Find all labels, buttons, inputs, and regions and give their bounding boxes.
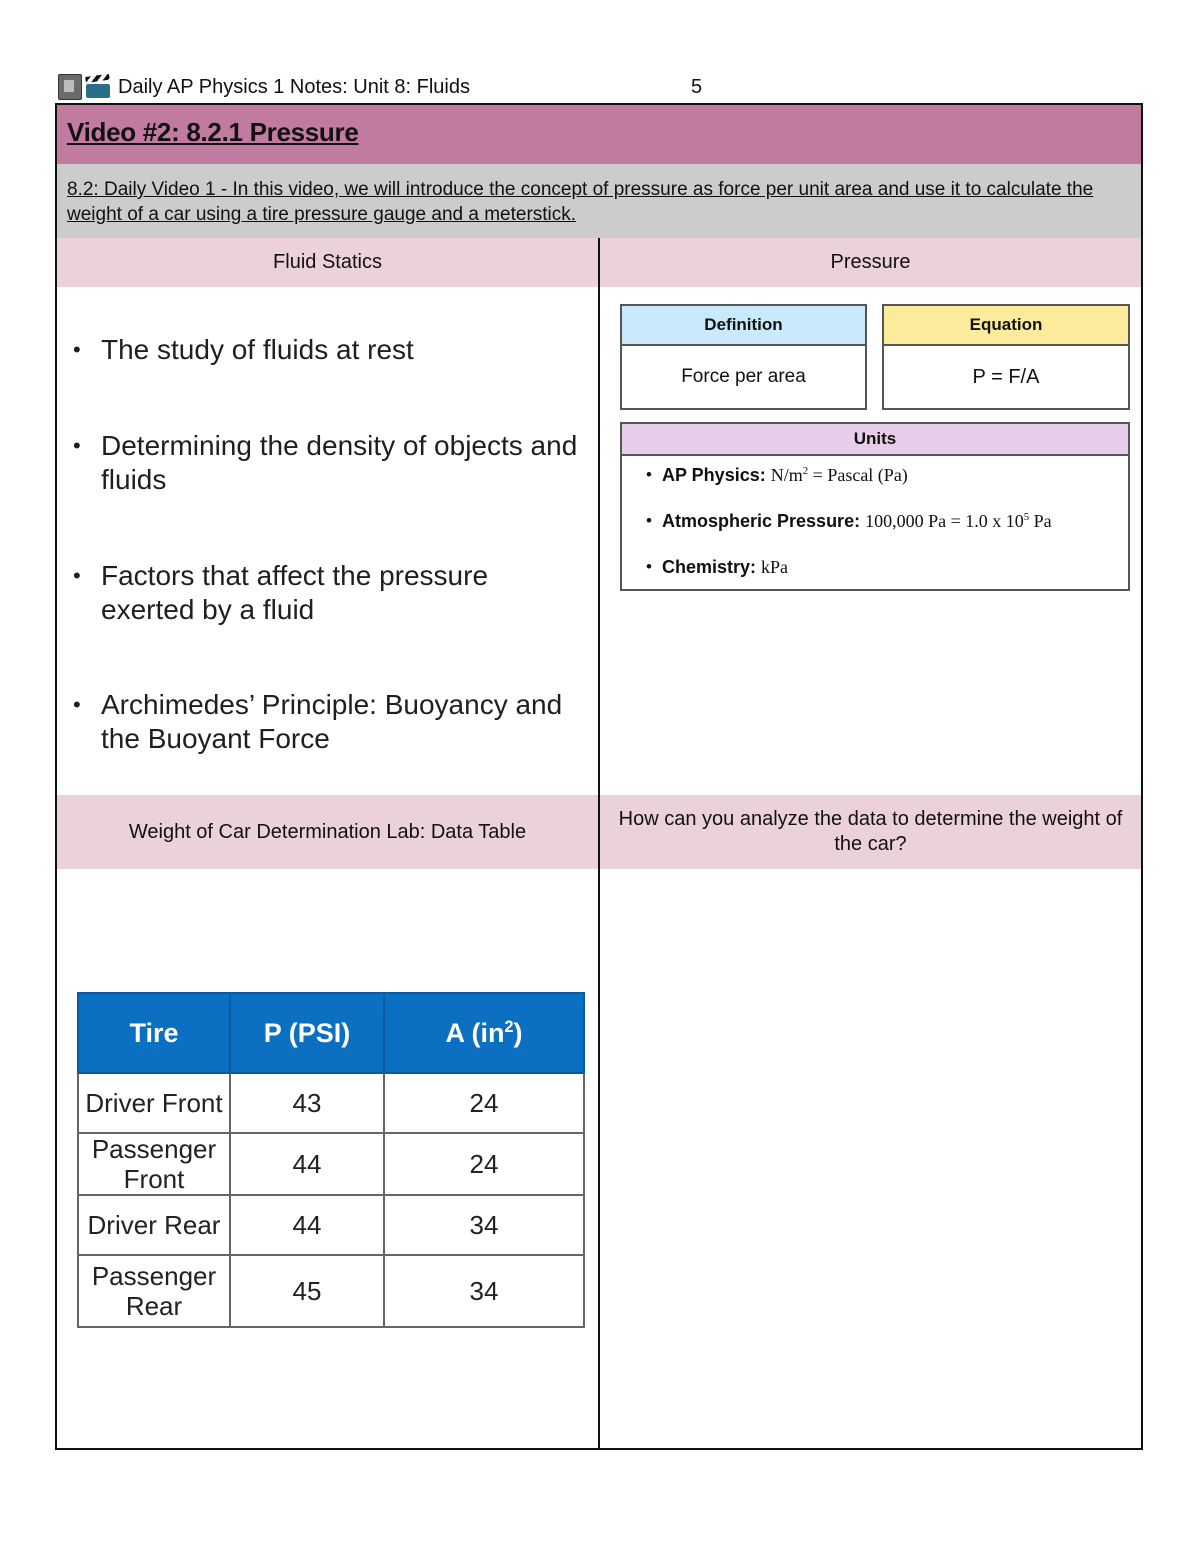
video-title: Video #2: 8.2.1 Pressure [67,117,359,147]
fluid-statics-bullet: • Factors that affect the pressure exerted by a fluid [73,559,588,627]
notes-title: Daily AP Physics 1 Notes: Unit 8: Fluids [118,75,470,98]
units-item [646,462,1116,508]
lab-data-table [77,992,585,1328]
fluid-statics-bullet: • The study of fluids at rest [73,333,414,367]
analysis-header [598,795,1143,871]
units-list [646,462,1116,600]
equation-label: Equation [884,306,1128,346]
units-item-value: $N/m^2$ = Pascal (Pa) [770,465,908,485]
units-item-value: 100,000 Pa = 1.0 x $10^5$ Pa [865,511,1052,531]
table-row [78,1195,584,1255]
notes-table [55,103,1143,1450]
table-header-row [78,993,584,1073]
tire-cell: Passenger Front [78,1133,230,1195]
column-header-tire: Tire [78,993,230,1073]
tire-cell: Passenger Rear [78,1255,230,1327]
definition-label: Definition [622,306,865,346]
analysis-answer-area[interactable] [598,869,1143,1450]
video-description: 8.2: Daily Video 1 - In this video, we will introduce the concept of pressure as force per unit area and use it to calculate the weight of a car using a tire pressure gauge and a meterstick. [67,179,1094,225]
lab-heading: Weight of Car Determination Lab: Data Table [128,820,527,843]
pressure-cell-value: 45 [230,1255,384,1327]
definition-value: Force per area [681,366,806,387]
units-label: Units [622,424,1128,456]
units-item [646,554,1116,600]
area-cell-value: 24 [384,1133,584,1195]
units-item-value: kPa [761,557,789,577]
fluid-statics-cell [55,287,600,797]
units-item-label: AP Physics: [662,465,766,485]
column-header-area: A $(in^2)$ [384,993,584,1073]
equation-card [882,304,1130,410]
tire-cell: Driver Front [78,1073,230,1133]
fluid-statics-bullet: • Archimedes’ Principle: Buoyancy and the Buoyant Force [73,688,588,756]
area-cell-value: 34 [384,1195,584,1255]
table-row [78,1073,584,1133]
fluid-statics-header [55,238,600,289]
definition-card [620,304,867,410]
page-header [58,72,758,102]
tire-cell: Driver Rear [78,1195,230,1255]
table-row [78,1255,584,1327]
column-header-pressure: P (PSI) [230,993,384,1073]
video-title-row [55,103,1143,166]
pressure-heading: Pressure [830,251,911,273]
area-cell-value: 34 [384,1255,584,1327]
units-item-label: Atmospheric Pressure: [662,511,861,531]
area-cell-value: 24 [384,1073,584,1133]
analysis-heading: How can you analyze the data to determine the weight of the car? [618,808,1123,855]
pressure-header [598,238,1143,289]
equation-value: P = F/A [972,365,1040,388]
pressure-cell [598,287,1143,797]
units-item [646,508,1116,554]
fluid-statics-heading: Fluid Statics [273,251,382,273]
lab-cell [55,869,600,1450]
page-number: 5 [691,75,703,98]
pressure-cell-value: 44 [230,1133,384,1195]
notebook-icon [58,74,82,100]
fluid-statics-bullet: • Determining the density of objects and fluids [73,429,588,497]
clapperboard-icon [86,75,110,99]
units-card [620,422,1130,591]
units-item-label: Chemistry: [662,557,757,577]
lab-header [55,795,600,871]
table-row [78,1133,584,1195]
pressure-cell-value: 44 [230,1195,384,1255]
pressure-cell-value: 43 [230,1073,384,1133]
video-description-row [55,164,1143,240]
